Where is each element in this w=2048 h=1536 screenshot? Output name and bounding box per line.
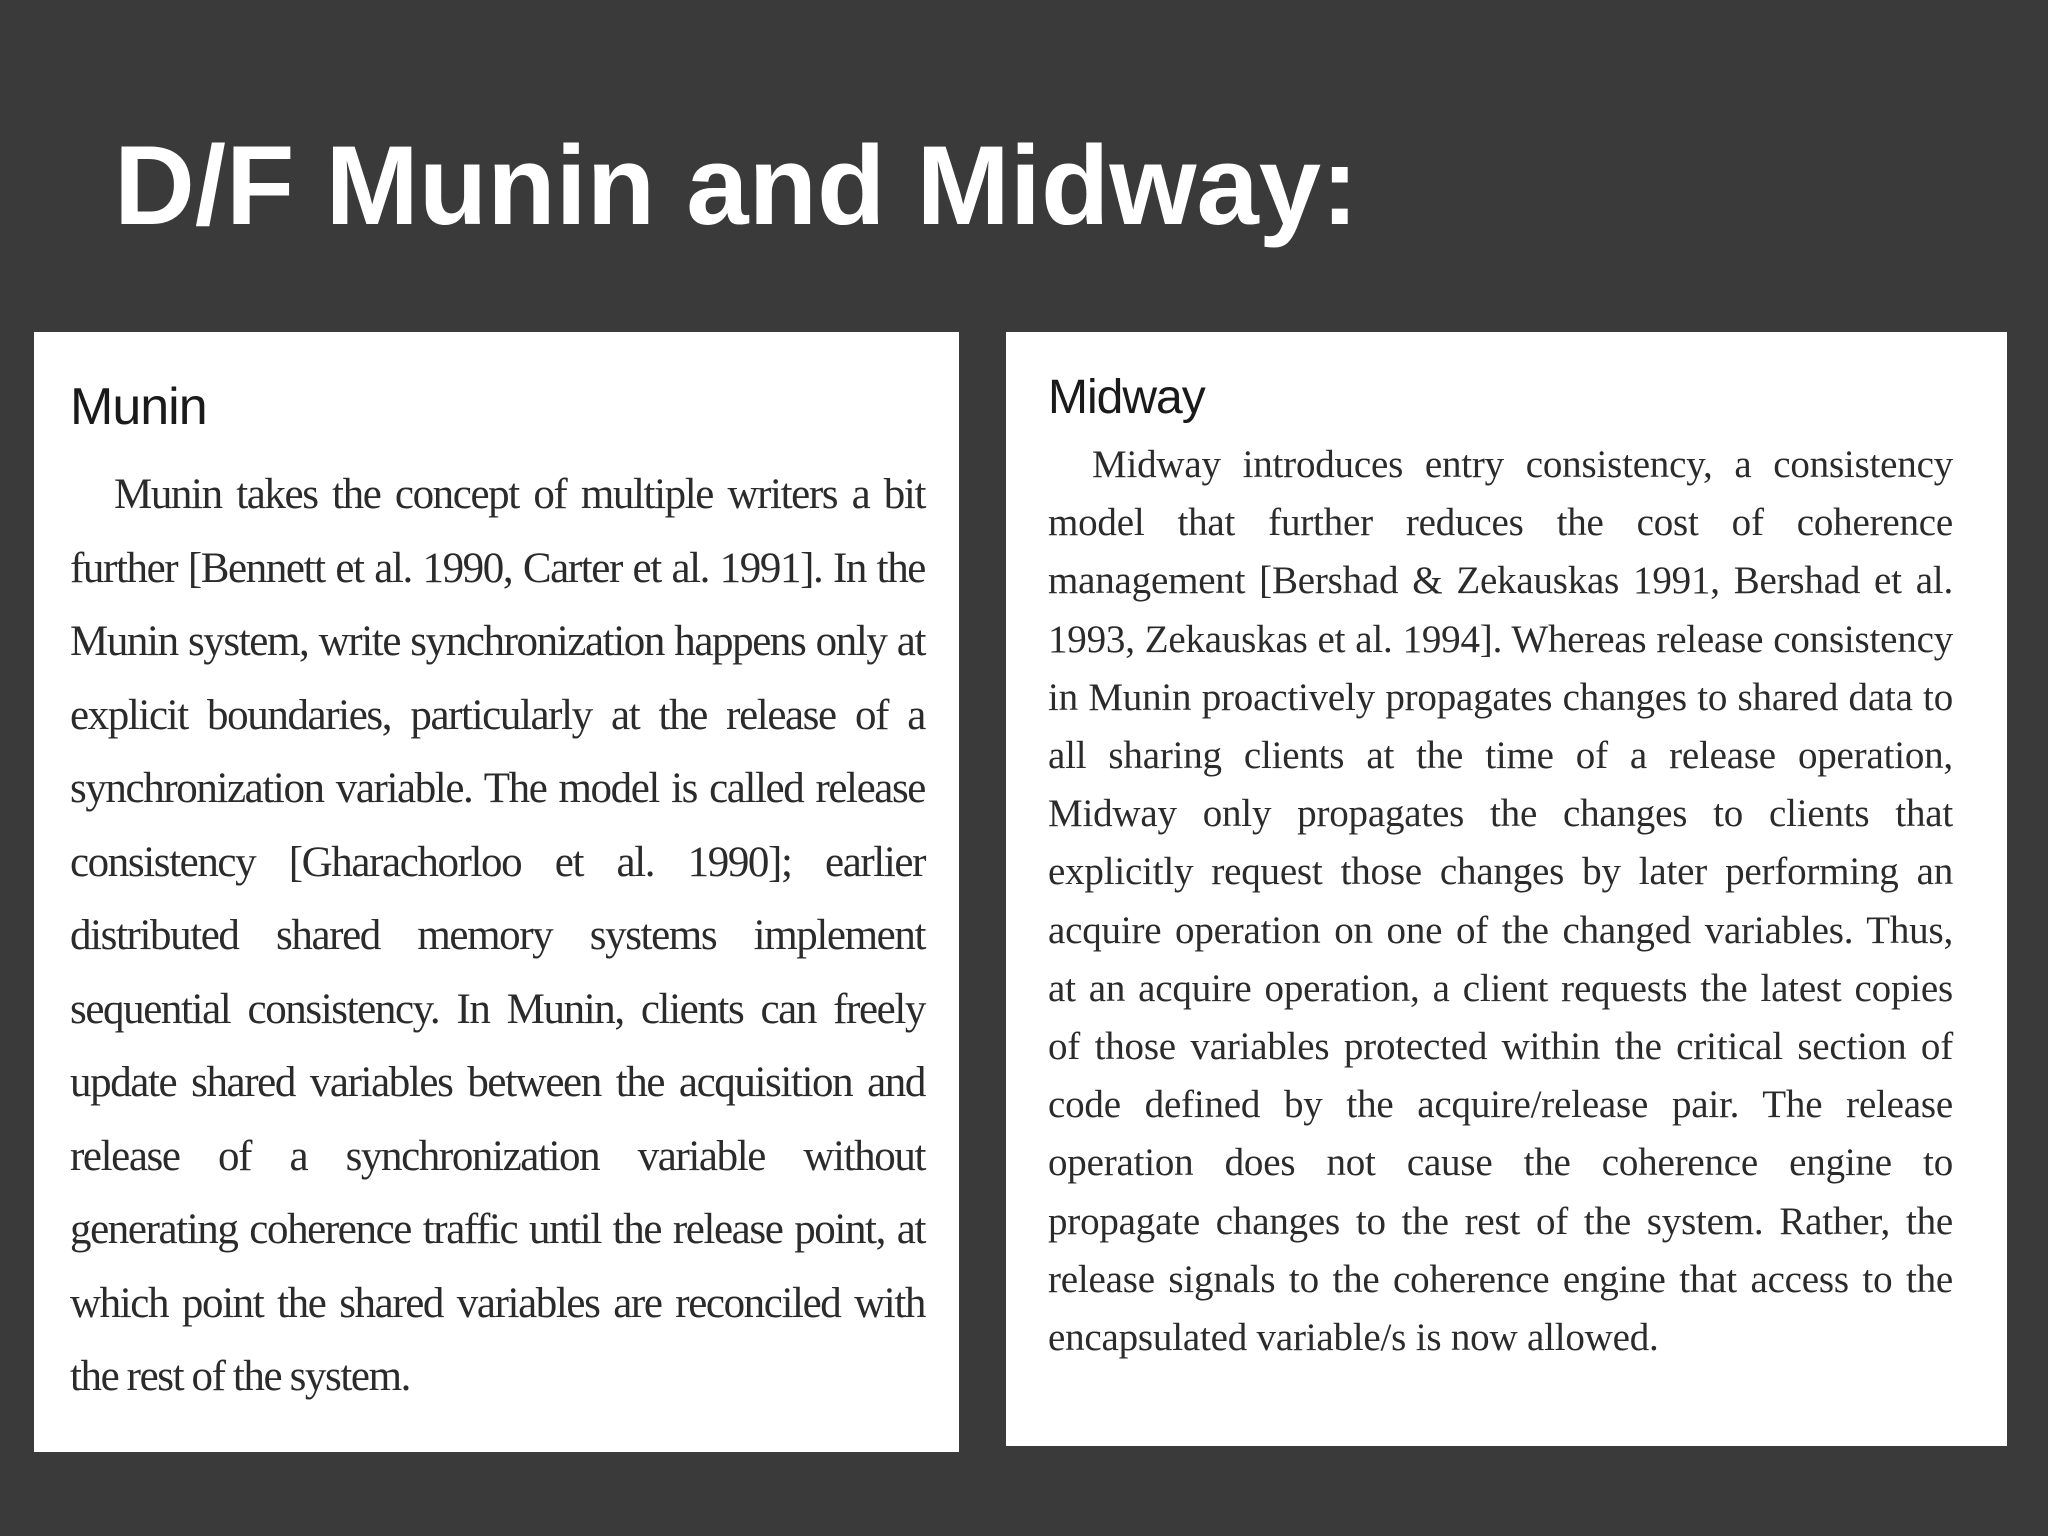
midway-heading: Midway [1048,371,1205,424]
midway-body-text: Midway introduces entry consistency, a consistency model that further reduces the cost of coherence management [Bershad & Zekauskas 1991, Bershad et al. 1993, Zekauskas et al. 1994]. Whereas release consistency in Munin proactively propagates changes to shared data to all sharing clients at the time of a release operation, Midway only propagates the changes to clients that explicitly request those changes by later performing an acquire operation on one of the changed variables. Thus, at an acquire operation, a client requests the latest copies of those variables protected within the critical section of code defined by the acquire/release pair. The release operation does not cause the coherence engine to propagate changes to the rest of the system. Rather, the release signals to the coherence engine that access to the encapsulated variable/s is now allowed. [1048,443,1953,1360]
munin-body-text: Munin takes the concept of multiple writers a bit further [Bennett et al. 1990, Carter et al. 1991]. In the Munin system, write synchronization happens only at explicit boundaries, particularly at the release of a synchronization variable. The model is called release consistency [Gharachorloo et al. 1990]; earlier distributed shared memory systems implement sequential consistency. In Munin, clients can freely update shared variables between the acquisition and release of a synchronization variable without generating coherence traffic until the release point, at which point the shared variables are reconciled with the rest of the system. [70,471,925,1400]
munin-excerpt-panel [34,332,959,1452]
midway-excerpt-panel [1006,332,2007,1446]
munin-heading: Munin [70,378,207,436]
slide-title: D/F Munin and Midway: [114,123,1359,248]
